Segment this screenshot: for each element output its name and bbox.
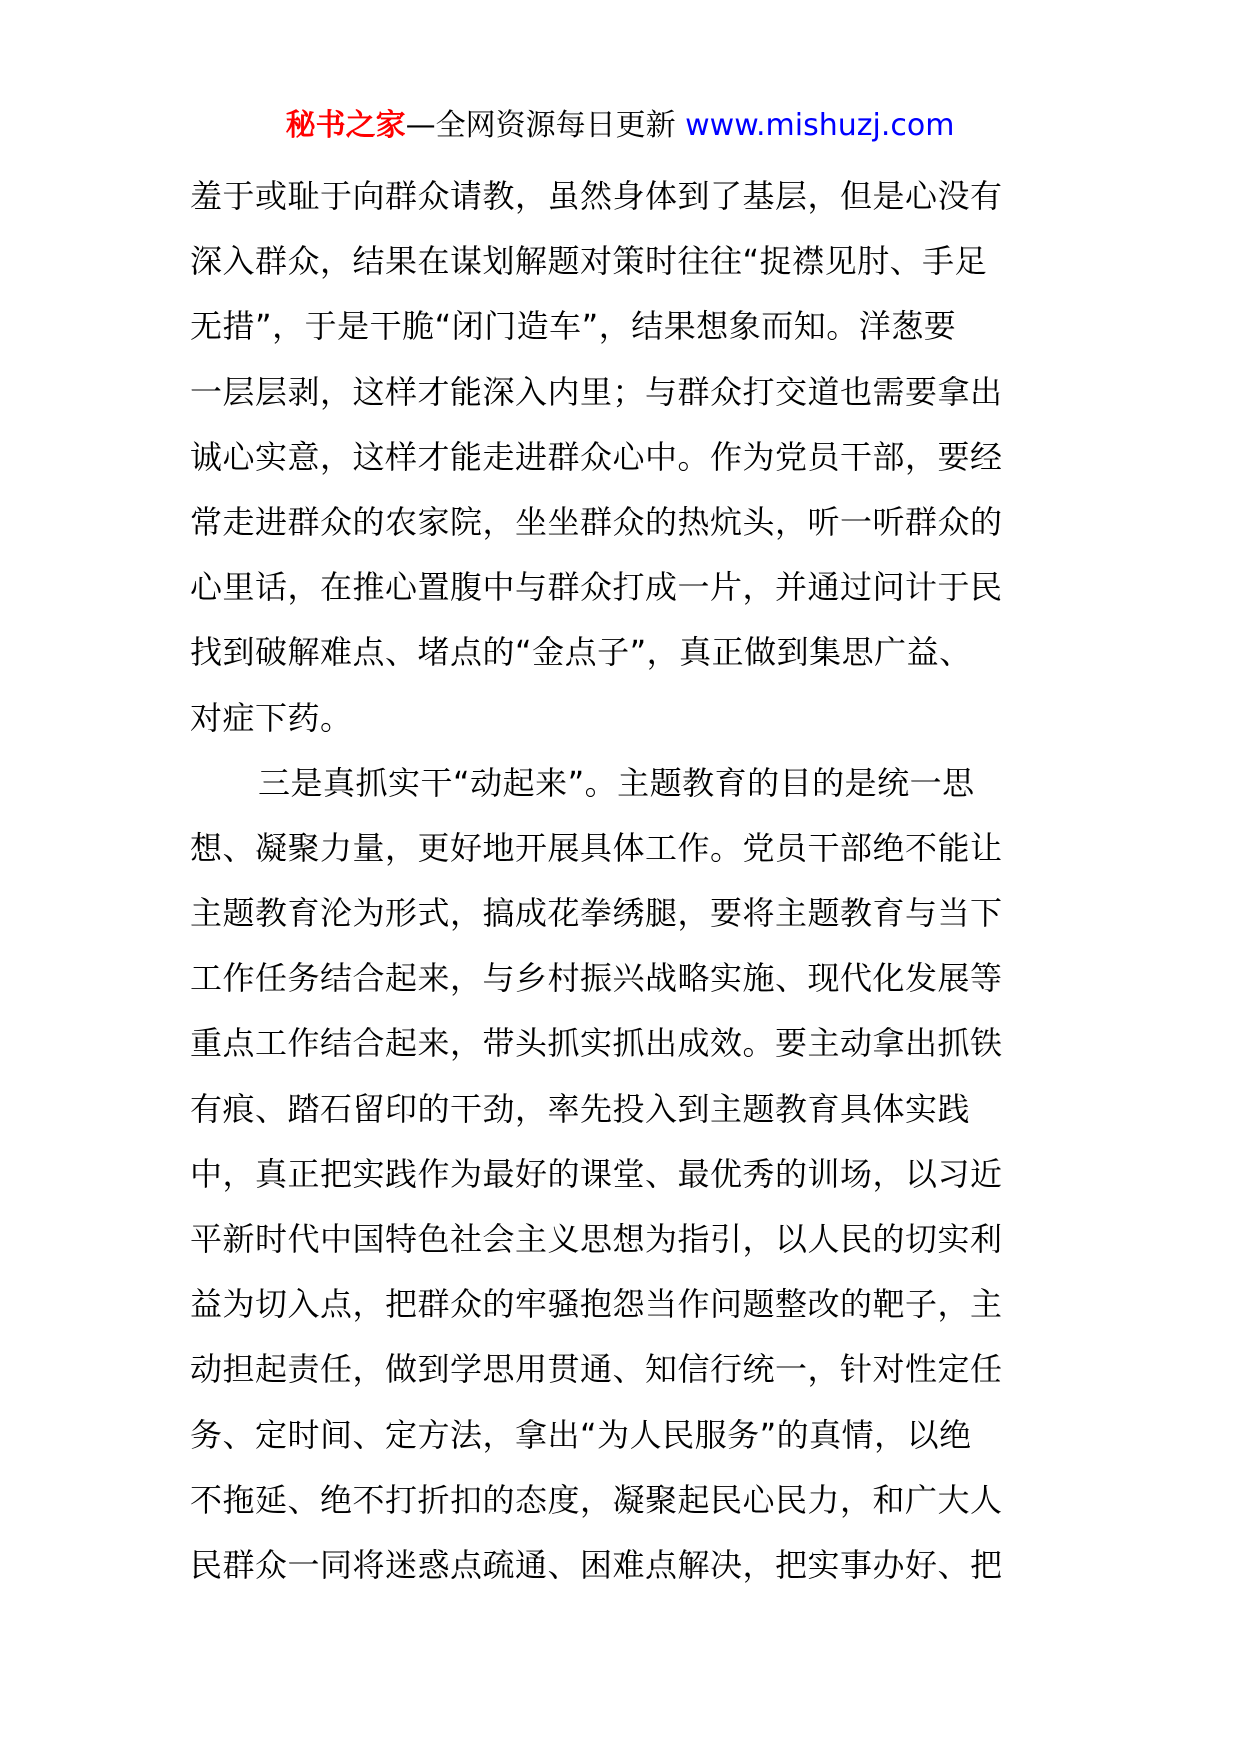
brand-name: 秘书之家 [285,108,406,143]
text-line: 务、定时间、定方法，拿出“为人民服务”的真情，以绝 [190,1415,972,1454]
header-tagline: —全网资源每日更新 [405,108,676,143]
text-line: 重点工作结合起来，带头抓实抓出成效。要主动拿出抓铁 [190,1024,1003,1063]
text-line: 工作任务结合起来，与乡村振兴战略实施、现代化发展等 [190,959,1003,998]
text-line: 羞于或耻于向群众请教，虽然身体到了基层，但是心没有 [190,177,1003,215]
text-line: 常走进群众的农家院，坐坐群众的热炕头，听一听群众的 [190,502,1003,541]
text-line: 找到破解难点、堵点的“金点子”，真正做到集思广益、 [190,633,972,672]
text-line: 一层层剥，这样才能深入内里；与群众打交道也需要拿出 [190,372,1003,411]
text-line: 想、凝聚力量，更好地开展具体工作。党员干部绝不能让 [190,828,1003,867]
site-link[interactable]: www.mishuzj.com [685,108,955,143]
text-line: 心里话，在推心置腹中与群众打成一片，并通过问计于民 [190,568,1003,607]
text-line: 深入群众，结果在谋划解题对策时往往“捉襟见肘、手足 [190,242,988,281]
text-line: 有痕、踏石留印的干劲，率先投入到主题教育具体实践 [190,1089,971,1128]
paragraph-start-line: 三是真抓实干“动起来”。主题教育的目的是统一思 [258,763,975,802]
page-header [0,104,1240,148]
document-body [190,164,1060,1598]
text-line: 平新时代中国特色社会主义思想为指引，以人民的切实利 [190,1220,1003,1258]
text-line: 诚心实意，这样才能走进群众心中。作为党员干部，要经 [190,437,1003,476]
text-line: 主题教育沦为形式，搞成花拳绣腿，要将主题教育与当下 [190,894,1003,933]
text-line: 对症下药。 [190,698,353,737]
text-line: 无措”，于是干脆“闭门造车”，结果想象而知。洋葱要 [190,307,957,346]
text-line: 益为切入点，把群众的牢骚抱怨当作问题整改的靶子，主 [190,1285,1003,1324]
text-line: 不拖延、绝不打折扣的态度，凝聚起民心民力，和广大人 [190,1480,1003,1519]
text-line: 中，真正把实践作为最好的课堂、最优秀的训场，以习近 [190,1154,1003,1193]
text-line: 动担起责任，做到学思用贯通、知信行统一，针对性定任 [190,1350,1003,1389]
text-line: 民群众一同将迷惑点疏通、困难点解决，把实事办好、把 [190,1545,1003,1584]
